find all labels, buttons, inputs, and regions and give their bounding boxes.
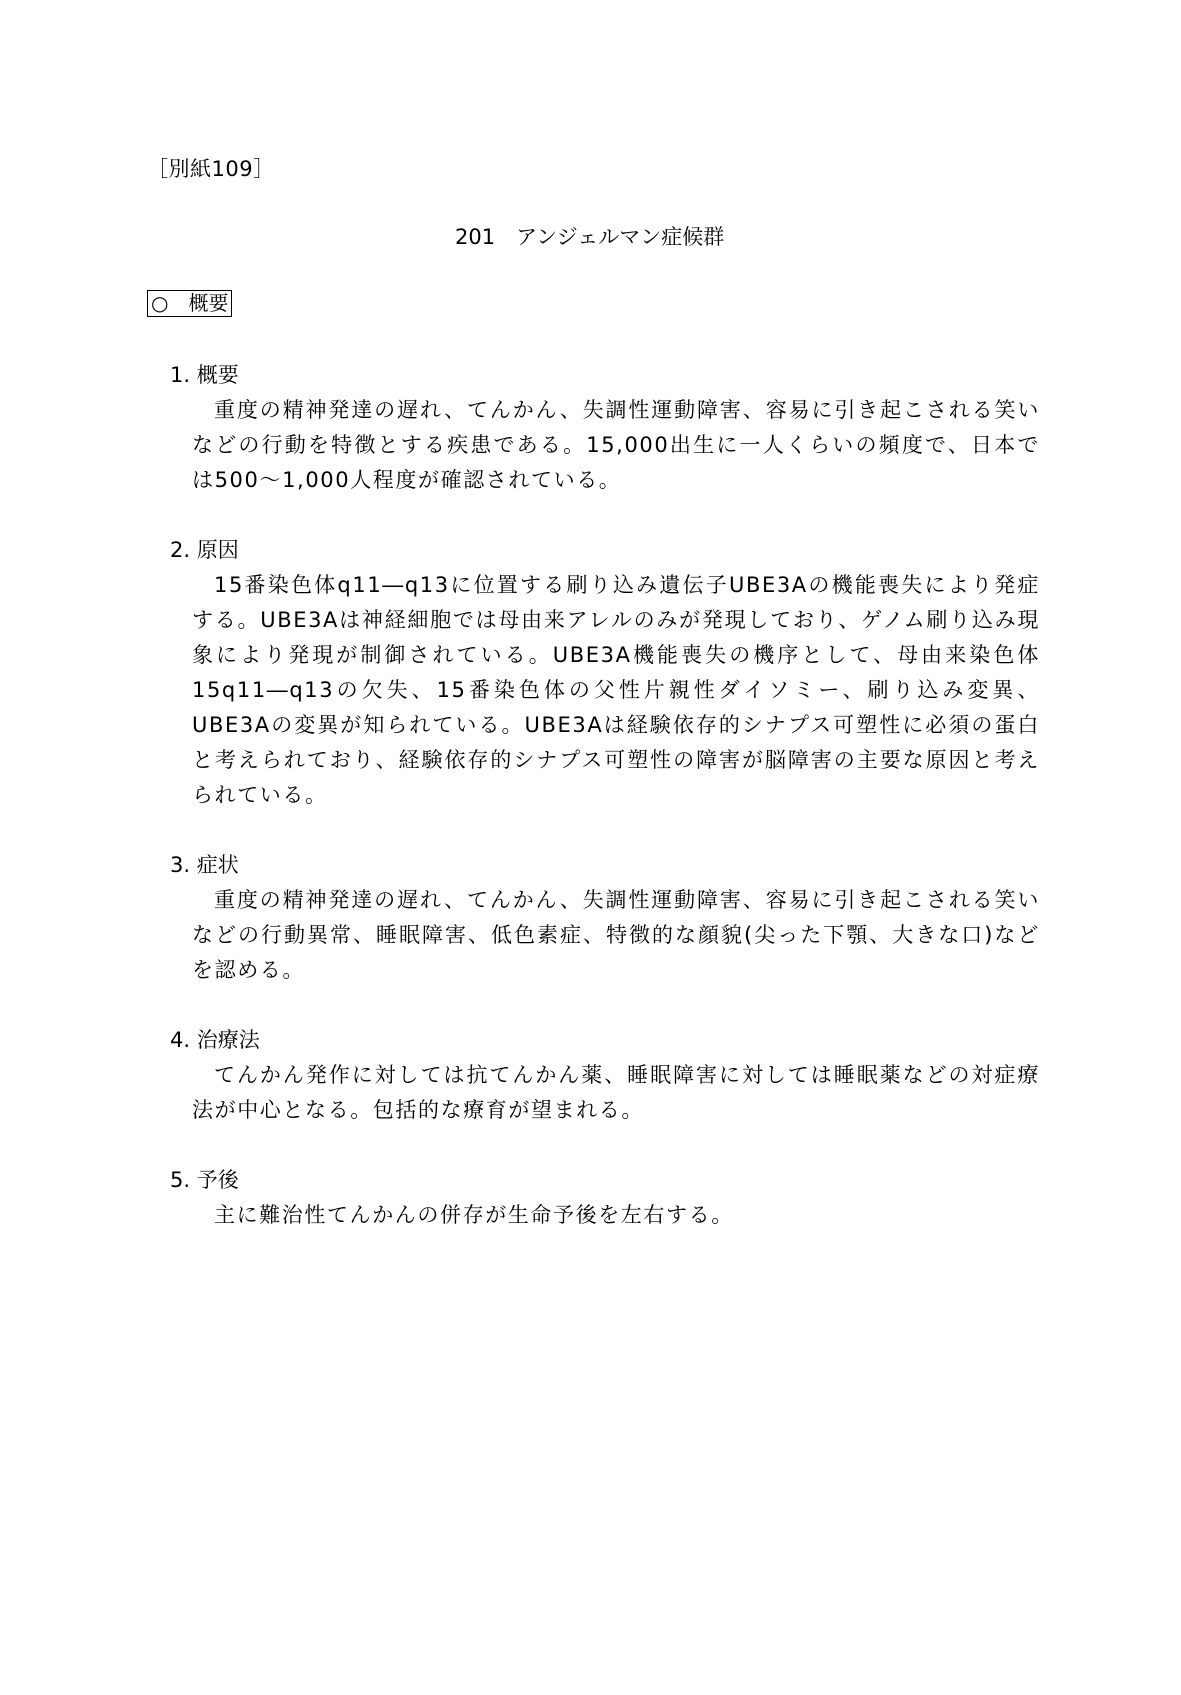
section-symptoms [170,848,1040,988]
section-treatment [170,1023,1040,1128]
section-heading: 1. 概要 [170,363,239,387]
section-heading: 5. 予後 [170,1168,239,1192]
section-body: 重度の精神発達の遅れ、てんかん、失調性運動障害、容易に引き起こされる笑いなどの行動異常、睡眠障害、低色素症、特徴的な顔貌(尖った下顎、大きな口)などを認める。 [192,888,1040,982]
attachment-reference: ［別紙109］ [147,157,275,181]
section-cause [170,533,1040,813]
section-body: 主に難治性てんかんの併存が生命予後を左右する。 [214,1203,734,1227]
section-heading: 4. 治療法 [170,1028,260,1052]
sections-container [170,358,1040,1268]
section-body: てんかん発作に対しては抗てんかん薬、睡眠障害に対しては睡眠薬などの対症療法が中心となる。包括的な療育が望まれる。 [192,1063,1040,1122]
section-heading: 2. 原因 [170,538,239,562]
section-prognosis [170,1163,1040,1233]
document-title: 201 アンジェルマン症候群 [455,225,725,249]
section-body: 重度の精神発達の遅れ、てんかん、失調性運動障害、容易に引き起こされる笑いなどの行動を特徴とする疾患である。15,000出生に一人くらいの頻度で、日本では500～1,000人程度が確認されている。 [192,398,1040,492]
section-body: 15番染色体q11―q13に位置する刷り込み遺伝子UBE3Aの機能喪失により発症する。UBE3Aは神経細胞では母由来アレルのみが発現しており、ゲノム刷り込み現象により発現が制御されている。UBE3A機能喪失の機序として、母由来染色体15q11―q13の欠失、15番染色体の父性片親性ダイソミー、刷り込み変異、UBE3Aの変異が知られている。UBE3Aは経験依存的シナプス可塑性に必須の蛋白と考えられており、経験依存的シナプス可塑性の障害が脳障害の主要な原因と考えられている。 [192,573,1040,807]
summary-box-label: ○ 概要 [147,290,232,317]
section-overview [170,358,1040,498]
section-heading: 3. 症状 [170,853,239,877]
